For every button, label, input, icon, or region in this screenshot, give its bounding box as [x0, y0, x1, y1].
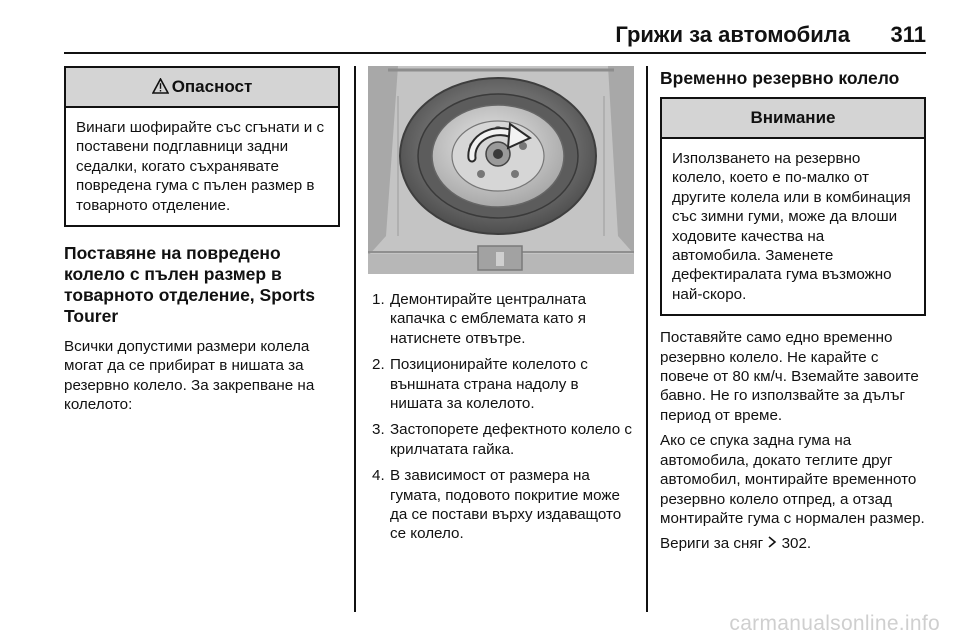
page-header	[0, 0, 960, 50]
section-text-full-size: Всички допустими размери колела могат да се прибират в нишата за резервно колело. За закрепване на колелото:	[64, 338, 315, 414]
snow-chains-line	[660, 534, 926, 553]
spare-wheel-figure	[368, 66, 634, 274]
page-number: 311	[890, 22, 926, 47]
steps-list	[368, 290, 634, 544]
step-number: 2.	[372, 356, 385, 374]
caution-box-text: Използването на резервно колело, което е по-малко от другите колела или в комбинация със зимни гуми, може да влоши ходовите качества на автомобила. Заменете дефектиралата гума възможно най-скоро.	[672, 150, 911, 303]
step-number: 4.	[372, 467, 385, 485]
danger-box-title: Опасност	[171, 77, 253, 96]
snow-chains-page-link[interactable]: 302.	[781, 535, 812, 553]
step-text: В зависимост от размера на гумата, подовото покритие може да се постави върху издаващото се колело.	[390, 467, 622, 543]
watermark-site: carmanualsonline.info	[729, 612, 940, 635]
caution-box	[660, 97, 926, 316]
danger-box	[64, 66, 340, 227]
section-heading-full-size: Поставяне на повредено колело с пълен размер в товарното отделение, Sports Tourer	[64, 243, 315, 327]
snow-chains-label: Вериги за сняг	[660, 535, 764, 553]
danger-box-text: Винаги шофирайте със сгънати и с поставени подглавници задни седалки, когато съхранявате повредена гума с пълен размер в товарното отделение.	[76, 119, 325, 214]
warning-triangle-icon	[152, 70, 169, 108]
step-number: 3.	[372, 421, 385, 439]
caution-box-header: Внимание	[662, 99, 924, 139]
step-text: Застопорете дефектното колело с крилчатата гайка.	[390, 421, 632, 458]
column-divider	[354, 66, 356, 612]
step-text: Демонтирайте централната капачка с емблемата като я натиснете отвътре.	[390, 291, 587, 347]
column-left	[64, 66, 340, 415]
section-heading-temp-spare: Временно резервно колело	[660, 68, 900, 88]
step-number: 1.	[372, 291, 385, 308]
danger-box-header	[66, 68, 338, 108]
header-title: Грижи за автомобила	[615, 22, 850, 47]
column-middle	[368, 66, 634, 551]
header-rule	[64, 52, 926, 54]
cross-reference-arrow-icon	[767, 534, 777, 553]
step-item	[368, 290, 634, 348]
step-item	[368, 420, 634, 459]
step-item	[368, 355, 634, 413]
column-divider	[646, 66, 648, 612]
column-right	[660, 66, 926, 554]
temp-spare-para-1: Поставяйте само едно временно резервно колело. Не карайте с повече от 80 км/ч. Вземайте завоите бавно. Не го използвайте за дълъг период от време.	[660, 329, 919, 424]
temp-spare-para-2: Ако се спука задна гума на автомобила, докато теглите друг автомобил, монтирайте временното резервно колело отпред, а отзад монтирайте гума с нормален размер.	[660, 432, 925, 527]
step-text: Позиционирайте колелото с външната страна надолу в нишата за колелото.	[390, 356, 588, 413]
step-item	[368, 466, 634, 544]
